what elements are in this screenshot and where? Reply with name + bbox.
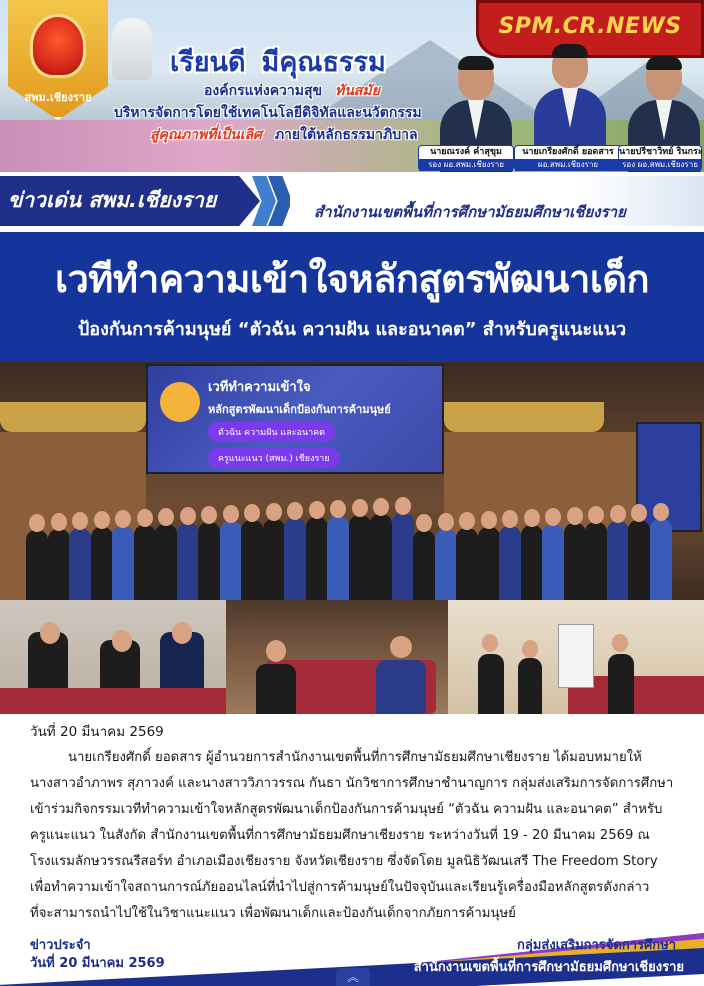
- participant-head: [94, 511, 110, 529]
- participant-head: [180, 507, 196, 525]
- participant-head: [481, 511, 497, 529]
- participant-head: [395, 497, 411, 515]
- participant-head: [115, 510, 131, 528]
- participant-figure: [456, 528, 478, 600]
- screen-footer: ครูแนะแนว (สพม.) เชียงราย: [208, 448, 340, 468]
- participant-figure: [198, 522, 220, 600]
- ribbon-left-label: ข่าวเด่น สพม.เชียงราย: [8, 188, 217, 212]
- headline-block: [0, 232, 704, 362]
- participant-head: [309, 501, 325, 519]
- article-line: นายเกรียงศักดิ์ ยอดสาร ผู้อำนวยการสำนักงานเขตพื้นที่การศึกษามัธยมศึกษาเชียงราย ได้มอบหมายให้: [68, 750, 642, 765]
- participant-head: [201, 506, 217, 524]
- portrait-2: [534, 46, 604, 160]
- slogan-left: เรียนดี: [170, 47, 246, 78]
- photo-discussion: [226, 600, 448, 714]
- participant-figure: [413, 530, 435, 600]
- brand-name: SPM.CR.NEWS: [498, 14, 682, 39]
- vision-highlight: สู่คุณภาพที่เป็นเลิศ: [150, 127, 262, 143]
- participant-head: [287, 502, 303, 520]
- participant-figure: [306, 517, 328, 600]
- vision-text: องค์กรแห่งความสุข: [204, 83, 323, 99]
- person-role: ผอ.สพม.เชียงราย: [515, 159, 621, 171]
- participant-head: [653, 503, 669, 521]
- participant-head: [416, 514, 432, 532]
- article-line: เพื่อทำความเข้าใจสถานการณ์ภัยออนไลน์ที่นำไปสู่การค้ามนุษย์ในปัจจุบันและเรียนรู้เครื่องมือหลักสูตรดังกล่าว: [30, 880, 650, 895]
- participant-head: [330, 500, 346, 518]
- participant-figure: [220, 521, 242, 600]
- vision-line-3: [150, 124, 418, 146]
- nameplate-1: [418, 145, 514, 171]
- projection-screen: [146, 364, 444, 474]
- person-name: นายณรงค์ คำสุขุม: [430, 147, 502, 157]
- participant-figure: [69, 528, 91, 600]
- vision-text: ภายใต้หลักธรรมาภิบาล: [274, 127, 418, 143]
- ribbon-right-label: สำนักงานเขตพื้นที่การศึกษามัธยมศึกษาเชียงราย: [314, 203, 626, 221]
- participant-figure: [370, 514, 392, 600]
- participant-head: [51, 513, 67, 531]
- participant-figure: [542, 524, 564, 600]
- participant-figure: [478, 527, 500, 600]
- participant-head: [588, 506, 604, 524]
- participant-head: [158, 508, 174, 526]
- participant-head: [137, 509, 153, 527]
- participant-figure: [177, 523, 199, 600]
- article-date: วันที่ 20 มีนาคม 2569: [30, 724, 164, 740]
- participant-figure: [134, 525, 156, 600]
- group-photo: [0, 362, 704, 600]
- participant-head: [72, 512, 88, 530]
- person-role: รอง ผอ.สพม.เชียงราย: [419, 159, 513, 171]
- person-name: นายเกรียงศักดิ์ ยอดสาร: [522, 147, 614, 157]
- participant-head: [459, 512, 475, 530]
- photo-presenters: [0, 600, 226, 714]
- participant-figure: [628, 520, 650, 600]
- participant-figure: [349, 515, 371, 600]
- article-line: เข้าร่วมกิจกรรมเวทีทำความเข้าใจหลักสูตรพัฒนาเด็กป้องกันการค้ามนุษย์ “ตัวฉัน ความฝัน และอนาคต” สำหรับ: [30, 802, 663, 817]
- participant-figure: [499, 526, 521, 600]
- vision-highlight: ทันสมัย: [335, 83, 380, 99]
- vision-line-1: [204, 80, 380, 102]
- screen-subtitle: หลักสูตรพัฒนาเด็กป้องกันการค้ามนุษย์: [208, 403, 391, 416]
- screen-title: เวทีทำความเข้าใจ: [208, 380, 311, 395]
- participant-figure: [241, 520, 263, 600]
- footer-date: วันที่ 20 มีนาคม 2569: [30, 956, 165, 971]
- screen-pill: ตัวฉัน ความฝัน และอนาคต: [208, 422, 335, 442]
- logo-label: สพม.เชียงราย: [24, 91, 92, 104]
- participant-figure: [435, 529, 457, 600]
- participant-figure: [91, 527, 113, 600]
- participant-head: [223, 505, 239, 523]
- participant-figure: [263, 519, 285, 600]
- participant-figure: [564, 523, 586, 600]
- participant-head: [567, 507, 583, 525]
- person-name: นายปรีชาวิทย์ รินกระ: [619, 147, 703, 157]
- participant-figure: [26, 530, 48, 600]
- participant-head: [266, 503, 282, 521]
- photo-workshop: [448, 600, 704, 714]
- participant-head: [244, 504, 260, 522]
- participant-head: [438, 513, 454, 531]
- headline-title: เวทีทำความเข้าใจหลักสูตรพัฒนาเด็ก: [54, 257, 650, 301]
- participant-head: [545, 508, 561, 526]
- participant-figure: [112, 526, 134, 600]
- participant-head: [502, 510, 518, 528]
- emblem-icon: [30, 14, 86, 78]
- article-line: โรงแรมลักษวรรณรีสอร์ท อำเภอเมืองเชียงราย จังหวัดเชียงราย ซึ่งจัดโดย มูลนิธิวัฒนเสรี The Freedom Story: [30, 854, 658, 869]
- participant-figure: [585, 522, 607, 600]
- article-line: ครูแนะแนว ในสังกัด สำนักงานเขตพื้นที่การศึกษามัธยมศึกษาเชียงราย ระหว่างวันที่ 19 - 20 มีนาคม 2569 ณ: [30, 828, 650, 843]
- participant-figure: [607, 521, 629, 600]
- nameplate-3: [618, 145, 702, 171]
- slogan-right: มีคุณธรรม: [261, 47, 386, 78]
- participant-head: [373, 498, 389, 516]
- slogan: [170, 40, 386, 83]
- participant-figure: [327, 516, 349, 600]
- nameplate-2: [514, 145, 622, 171]
- footer-office: สำนักงานเขตพื้นที่การศึกษามัธยมศึกษาเชียงราย: [413, 960, 684, 975]
- participant-head: [352, 499, 368, 517]
- participant-figure: [155, 524, 177, 600]
- participant-figure: [48, 529, 70, 600]
- article-line: นางสาวอำภาพร สุภาวงค์ และนางสาววิภาวรรณ กันธา นักวิชาการศึกษาชำนาญการ กลุ่มส่งเสริมการจัดการศึกษา: [30, 776, 674, 791]
- participant-figure: [392, 513, 414, 600]
- participant-head: [610, 505, 626, 523]
- participant-figure: [650, 519, 672, 600]
- header-banner: [0, 0, 704, 172]
- participant-figure: [521, 525, 543, 600]
- freedom-story-logo: [160, 382, 200, 422]
- participant-head: [631, 504, 647, 522]
- headline-subtitle: ป้องกันการค้ามนุษย์ “ตัวฉัน ความฝัน และอนาคต” สำหรับครูแนะแนว: [77, 319, 627, 340]
- article-line: ที่จะสามารถนำไปใช้ในวิชาแนะแนว เพื่อพัฒนาเด็กและป้องกันเด็กจากภัยการค้ามนุษย์: [30, 906, 516, 921]
- participant-head: [524, 509, 540, 527]
- participant-figure: [284, 518, 306, 600]
- scroll-up-button[interactable]: ︽: [336, 968, 370, 986]
- footer-group: กลุ่มส่งเสริมการจัดการศึกษา: [517, 938, 676, 953]
- person-role: รอง ผอ.สพม.เชียงราย: [619, 159, 701, 171]
- vision-line-2: บริหารจัดการโดยใช้เทคโนโลยีดิจิทัลและนวัตกรรม: [114, 105, 422, 121]
- participant-head: [29, 514, 45, 532]
- participant-group: [20, 482, 690, 600]
- statue-graphic: [112, 18, 152, 80]
- footer-news-label: ข่าวประจำ: [30, 938, 91, 953]
